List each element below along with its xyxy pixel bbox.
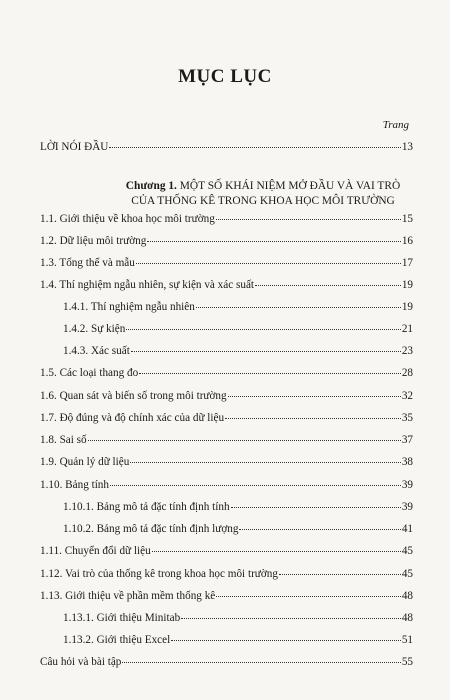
toc-entry-page: 32 xyxy=(401,390,413,402)
dot-leader xyxy=(216,210,401,220)
chapter-heading xyxy=(113,179,413,209)
toc-entry-page: 19 xyxy=(401,279,413,291)
toc-entry-label: Câu hỏi và bài tập xyxy=(40,656,122,668)
toc-entry-page: 21 xyxy=(401,323,413,335)
toc-entry-label: 1.11. Chuyển đổi dữ liệu xyxy=(40,545,151,557)
dot-leader xyxy=(231,498,401,508)
dot-leader xyxy=(126,320,401,330)
page-title: MỤC LỤC xyxy=(178,66,272,87)
toc-entry-page: 51 xyxy=(401,634,413,646)
toc-entry[interactable] xyxy=(40,544,413,558)
toc-entry[interactable] xyxy=(40,455,413,469)
toc-entry-label: LỜI NÓI ĐẦU xyxy=(40,141,109,153)
dot-leader xyxy=(225,409,401,419)
page-column-header: Trang xyxy=(382,119,409,131)
toc-entry-page: 45 xyxy=(401,568,413,580)
toc-entry-label: 1.4. Thí nghiệm ngẫu nhiên, sự kiện và xác suất xyxy=(40,279,255,291)
dot-leader xyxy=(110,476,401,486)
chapter-title-part-1: MỘT SỐ KHÁI NIỆM MỞ ĐẦU VÀ VAI TRÒ xyxy=(179,180,401,192)
dot-leader xyxy=(131,342,401,352)
dot-leader xyxy=(109,138,400,148)
toc-subentry[interactable] xyxy=(63,344,413,358)
toc-entry-page: 16 xyxy=(401,235,413,247)
dot-leader xyxy=(136,254,401,264)
dot-leader xyxy=(147,232,401,242)
toc-entry-page: 17 xyxy=(401,257,413,269)
toc-entry[interactable] xyxy=(40,389,413,403)
toc-entry[interactable] xyxy=(40,278,413,292)
dot-leader xyxy=(228,387,401,397)
toc-subentry[interactable] xyxy=(63,633,413,647)
toc-entry[interactable] xyxy=(40,366,413,380)
dot-leader xyxy=(181,609,401,619)
dot-leader xyxy=(88,431,401,441)
toc-entry-label: 1.8. Sai số xyxy=(40,434,87,446)
toc-entry[interactable] xyxy=(40,478,413,492)
toc-entry[interactable] xyxy=(40,433,413,447)
toc-entry[interactable] xyxy=(40,212,413,226)
toc-subentry[interactable] xyxy=(63,611,413,625)
toc-entry-label: 1.13.1. Giới thiệu Minitab xyxy=(63,612,181,624)
toc-subentry[interactable] xyxy=(63,322,413,336)
toc-entry-label: 1.5. Các loại thang đo xyxy=(40,367,139,379)
toc-entry[interactable] xyxy=(40,589,413,603)
toc-entry-label: 1.13. Giới thiệu về phần mềm thống kê xyxy=(40,590,216,602)
toc-entry[interactable] xyxy=(40,234,413,248)
toc-entry-page: 19 xyxy=(401,301,413,313)
toc-entry-page: 37 xyxy=(401,434,413,446)
toc-entry-label: 1.10.2. Bảng mô tả đặc tính định lượng xyxy=(63,523,239,535)
toc-entry-page: 55 xyxy=(401,656,413,668)
toc-entry-label: 1.4.1. Thí nghiệm ngẫu nhiên xyxy=(63,301,195,313)
toc-entry-label: 1.9. Quản lý dữ liệu xyxy=(40,456,130,468)
toc-entry-label: 1.7. Độ đúng và độ chính xác của dữ liệu xyxy=(40,412,225,424)
chapter-label: Chương 1. xyxy=(125,180,177,192)
dot-leader xyxy=(171,631,401,641)
dot-leader xyxy=(279,565,401,575)
toc-entry-page: 23 xyxy=(401,345,413,357)
toc-entry-label: 1.4.3. Xác suất xyxy=(63,345,130,357)
toc-subentry[interactable] xyxy=(63,522,413,536)
toc-entry[interactable] xyxy=(40,567,413,581)
toc-subentry[interactable] xyxy=(63,500,413,514)
toc-entry[interactable] xyxy=(40,655,413,669)
dot-leader xyxy=(196,298,401,308)
dot-leader xyxy=(152,542,401,552)
toc-entry-page: 48 xyxy=(401,612,413,624)
dot-leader xyxy=(239,520,400,530)
toc-entry-page: 45 xyxy=(401,545,413,557)
toc-entry[interactable] xyxy=(40,256,413,270)
chapter-title-line-1 xyxy=(113,179,413,194)
toc-entry-page: 13 xyxy=(401,141,413,153)
toc-entry-page: 41 xyxy=(401,523,413,535)
toc-entry-label: 1.2. Dữ liệu môi trường xyxy=(40,235,147,247)
toc-entry-page: 28 xyxy=(401,367,413,379)
toc-entry-page: 39 xyxy=(401,501,413,513)
toc-entry-page: 35 xyxy=(401,412,413,424)
toc-entry[interactable] xyxy=(40,411,413,425)
dot-leader xyxy=(130,453,400,463)
toc-entry-page: 15 xyxy=(401,213,413,225)
chapter-title-line-2: CỦA THỐNG KÊ TRONG KHOA HỌC MÔI TRƯỜNG xyxy=(131,195,395,207)
dot-leader xyxy=(122,653,400,663)
toc-entry-page: 48 xyxy=(401,590,413,602)
toc-entry-page: 38 xyxy=(401,456,413,468)
toc-entry-label: 1.10. Bảng tính xyxy=(40,479,109,491)
toc-subentry[interactable] xyxy=(63,300,413,314)
toc-entry-label: 1.3. Tổng thể và mẫu xyxy=(40,257,135,269)
toc-entry-preface[interactable] xyxy=(40,140,413,154)
toc-entry-label: 1.12. Vai trò của thống kê trong khoa học môi trường xyxy=(40,568,278,580)
toc-entry-label: 1.1. Giới thiệu về khoa học môi trường xyxy=(40,213,215,225)
toc-entry-page: 39 xyxy=(401,479,413,491)
toc-entry-label: 1.13.2. Giới thiệu Excel xyxy=(63,634,171,646)
dot-leader xyxy=(139,364,401,374)
toc-entry-label: 1.6. Quan sát và biến số trong môi trường xyxy=(40,390,227,402)
dot-leader xyxy=(255,276,401,286)
dot-leader xyxy=(216,587,401,597)
toc-entry-label: 1.10.1. Bảng mô tả đặc tính định tính xyxy=(63,501,230,513)
toc-entry-label: 1.4.2. Sự kiện xyxy=(63,323,126,335)
